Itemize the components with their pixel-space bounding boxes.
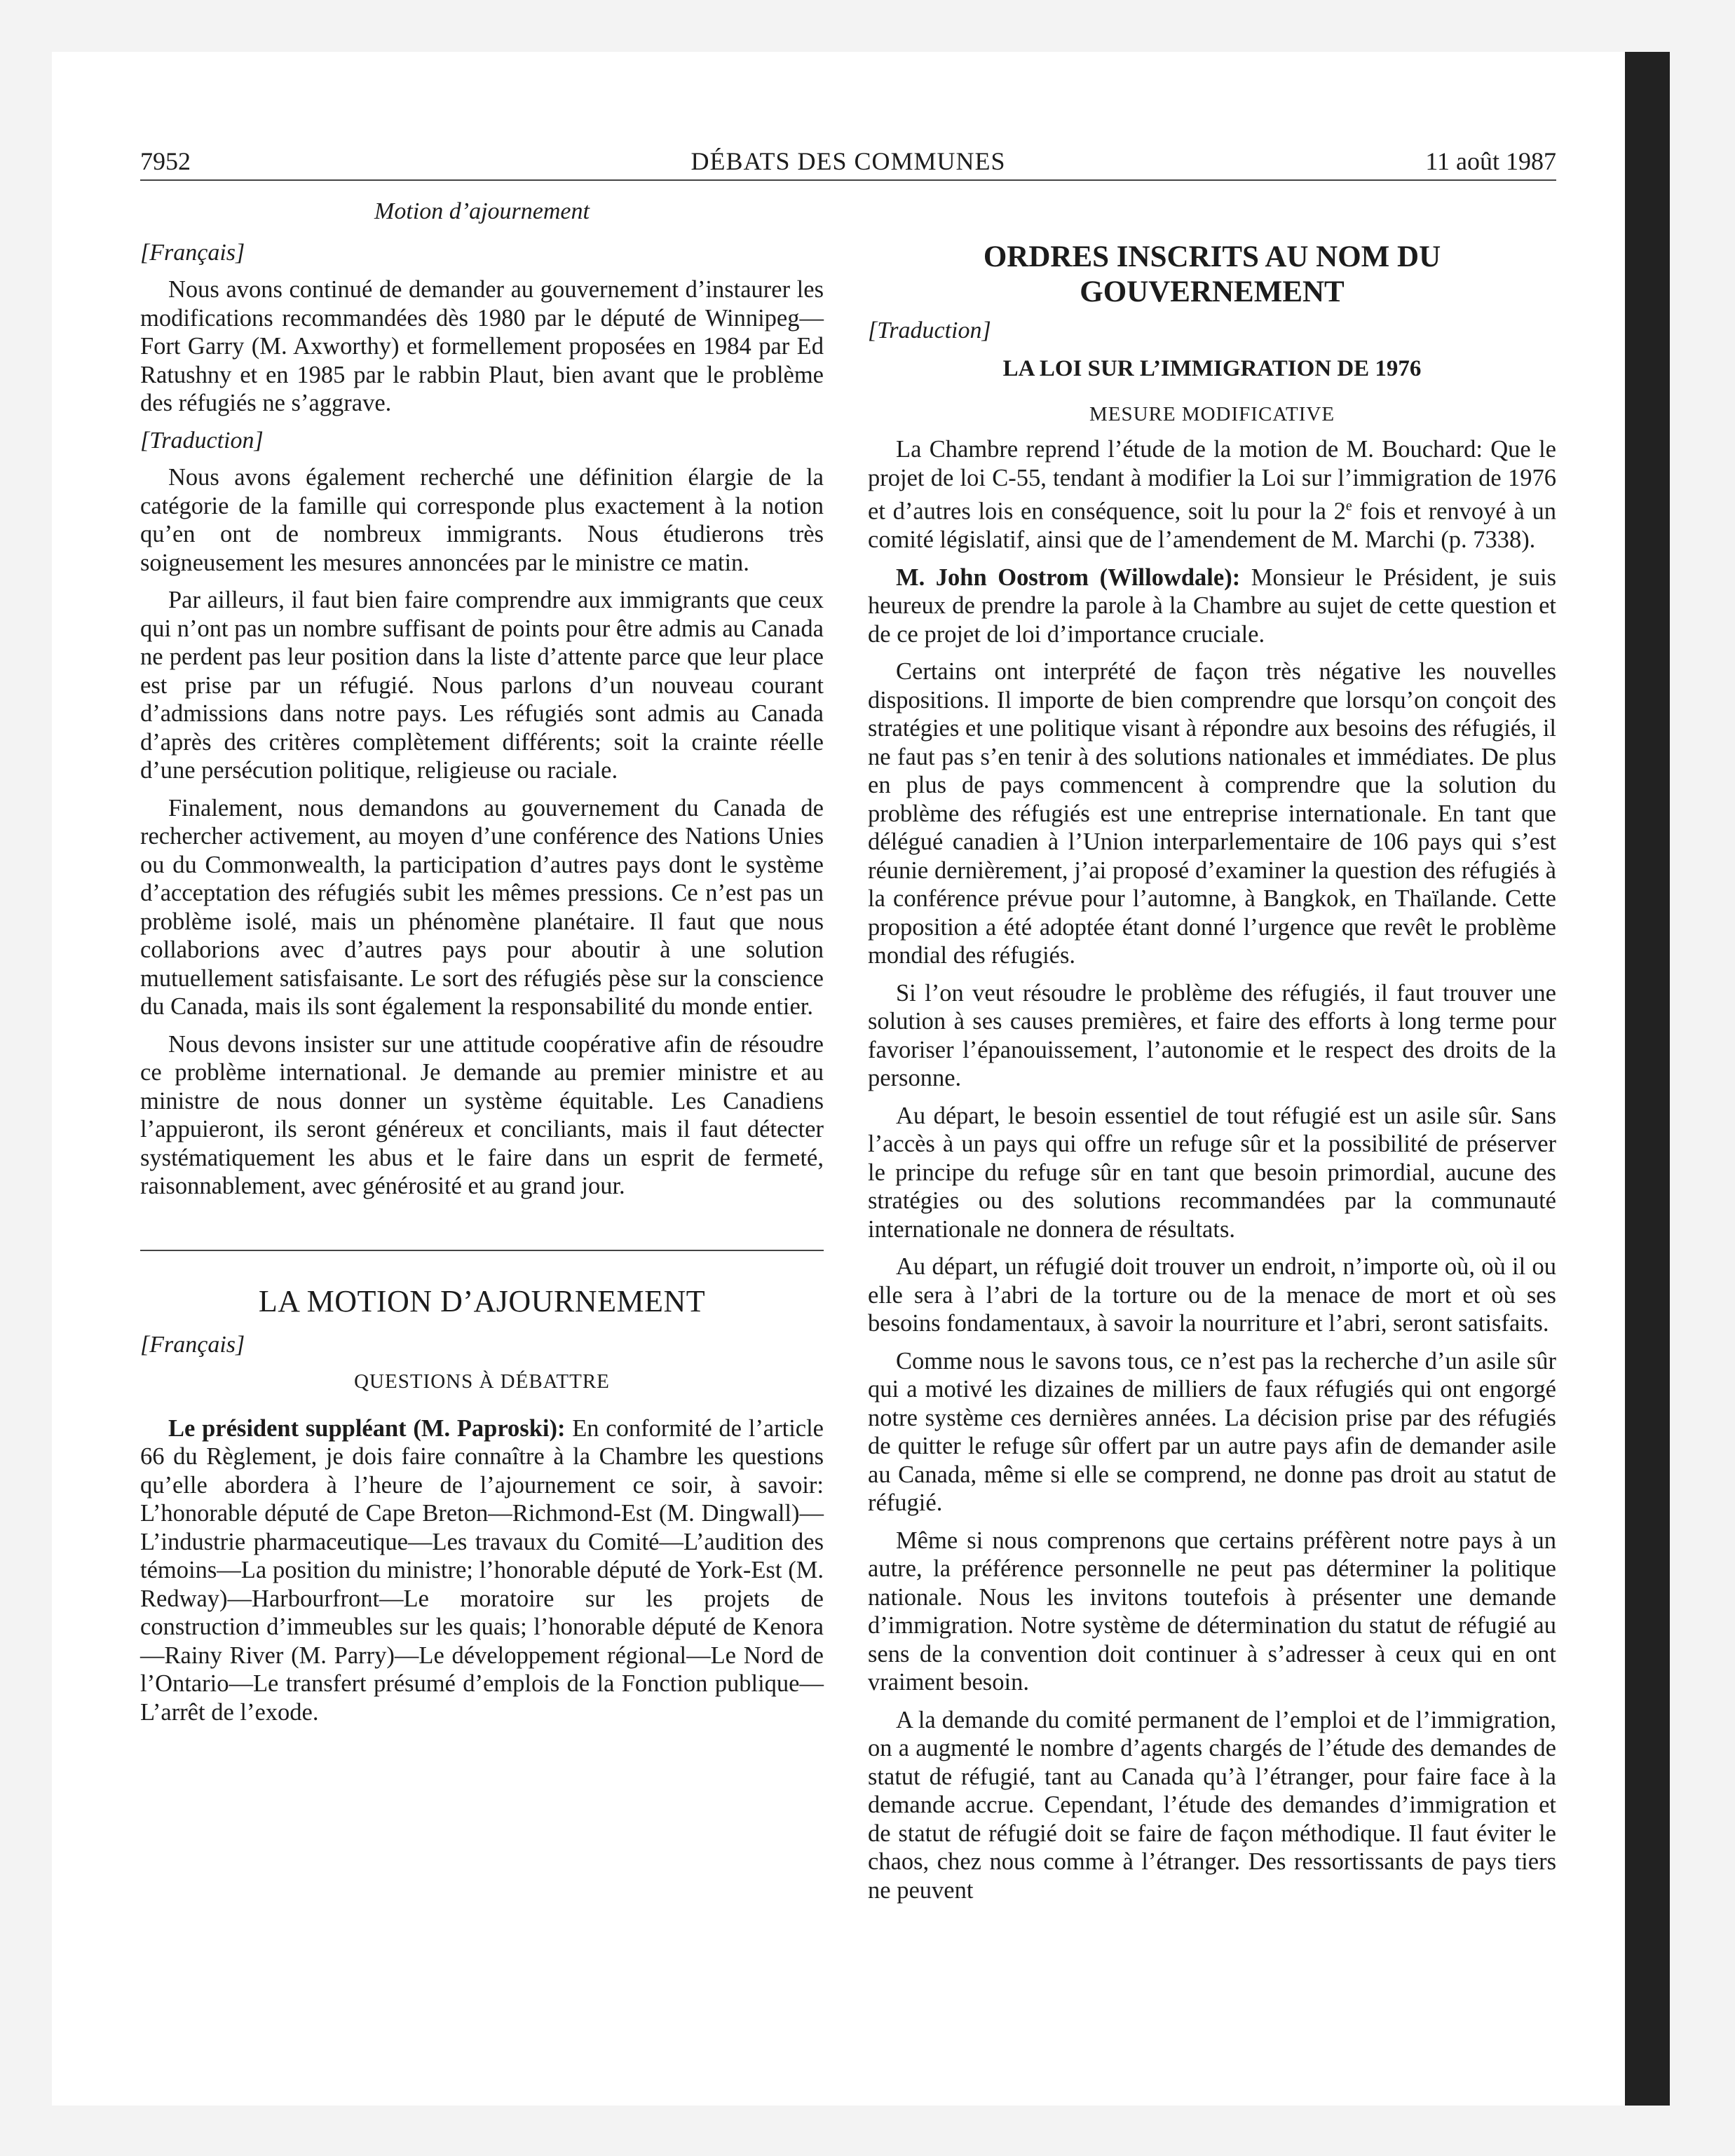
publication-title: DÉBATS DES COMMUNES	[690, 147, 1006, 175]
speech-text: En conformité de l’article 66 du Règlement, je dois faire connaître à la Chambre les questions qu’elle abordera à l’heure de l’ajournement ce soir, à savoir: L’honorable député de Cape Breton—Richmond-Est (M. Dingwall)—L’industrie pharmaceutique—Les travaux du Comité—L’audition des témoins—La position du ministre; l’honorable député de York-Est (M. Redway)—Harbourfront—Le moratoire sur les projets de construction d’immeubles sur les quais; l’honorable député de Kenora—Rainy River (M. Parry)—Le développement régional—Le Nord de l’Ontario—Le transfert présumé d’emplois de la Fonction publique—L’arrêt de l’exode.	[140, 1414, 824, 1726]
right-column	[868, 198, 1556, 1913]
paragraph: Nous devons insister sur une attitude coopérative afin de résoudre ce problème international. Je demande au premier ministre et au ministre de nous donner un système équitable. Les Canadiens l’appuieront, ils seront généreux et conciliants, mais il faut détecter systématiquement les abus et le faire dans un esprit de fermeté, raisonnablement, avec générosité et au grand jour.	[140, 1030, 824, 1199]
speaker-name: M. John Oostrom (Willowdale):	[896, 564, 1241, 591]
running-header	[140, 144, 1556, 181]
measure-heading: MESURE MODIFICATIVE	[1089, 402, 1335, 425]
paragraph	[140, 1414, 824, 1727]
paragraph: Finalement, nous demandons au gouvernement du Canada de rechercher activement, au moyen d’une conférence des Nations Unies ou du Commonwealth, la participation d’autres pays dont le système d’acceptation des réfugiés subit les mêmes pressions. Ce n’est pas un problème isolé, mais un phénomène planétaire. Il faut que nous collaborions avec d’autres pays pour aboutir à une solution mutuellement satisfaisante. Le sort des réfugiés pèse sur la conscience du Canada, mais ils sont également la responsabilité du monde entier.	[140, 794, 824, 1020]
section-divider	[140, 1250, 824, 1251]
paragraph	[868, 564, 1556, 649]
paragraph: Au départ, le besoin essentiel de tout réfugié est un asile sûr. Sans l’accès à un pays qui offre un refuge sûr et la possibilité de préserver le principe du refuge sûr en tant que besoin primordial, aucune des stratégies ou des solutions recommandées par la communauté internationale ne donnera de résultats.	[868, 1102, 1556, 1243]
questions-heading: QUESTIONS À DÉBATTRE	[354, 1370, 610, 1393]
language-tag: [Traduction]	[140, 427, 264, 453]
section-subtitle: Motion d’ajournement	[374, 198, 590, 224]
bill-heading: LA LOI SUR L’IMMIGRATION DE 1976	[1002, 355, 1422, 381]
paragraph: A la demande du comité permanent de l’emploi et de l’immigration, on a augmenté le nombre d’agents chargés de l’étude des demandes de statut de réfugié, tant au Canada qu’à l’étranger, pour faire face à la demande accrue. Cependant, l’étude des demandes d’immigration et de statut de réfugié doit se faire de façon méthodique. Il faut éviter le chaos, chez nous comme à l’étranger. Des ressortissants de pays tiers ne peuvent	[868, 1706, 1556, 1904]
paragraph: Si l’on veut résoudre le problème des réfugiés, il faut trouver une solution à ses causes premières, et faire des efforts à long terme pour favoriser l’épanouissement, l’autonomie et le respect des droits de la personne.	[868, 979, 1556, 1091]
paragraph: Par ailleurs, il faut bien faire comprendre aux immigrants que ceux qui n’ont pas un nombre suffisant de points pour être admis au Canada ne perdent pas leur position dans la liste d’attente parce que leur place est prise par un réfugié. Nous parlons d’un nouveau courant d’admissions dans notre pays. Les réfugiés sont admis au Canada d’après des critères complètement différents; soit la crainte réelle d’une persécution politique, religieuse ou raciale.	[140, 587, 824, 784]
paragraph: Nous avons continué de demander au gouvernement d’instaurer les modifications recommandées dès 1980 par le député de Winnipeg—Fort Garry (M. Axworthy) et formellement proposées en 1984 par Ed Ratushny et en 1985 par le rabbin Plaut, bien avant que le problème des réfugiés ne s’aggrave.	[140, 276, 824, 416]
language-tag: [Traduction]	[868, 318, 991, 343]
header-date: 11 août 1987	[1425, 147, 1556, 175]
text-run: La Chambre reprend l’étude de la motion de M. Bouchard: Que le projet de loi C-55, tendant à modifier la Loi sur l’immigration de 1976 et d’autres lois en conséquence, soit lu pour la 2	[868, 436, 1556, 525]
page-number: 7952	[140, 147, 191, 175]
motion-heading: LA MOTION D’AJOURNEMENT	[258, 1283, 706, 1318]
left-column	[140, 198, 824, 1735]
paragraph: Même si nous comprenons que certains préfèrent notre pays à un autre, la préférence personnelle ne peut pas déterminer la politique nationale. Nous les invitons toutefois à présenter une demande d’immigration. Notre système de détermination du statut de réfugié au sens de la convention doit continuer à s’adresser à ceux qui en ont vraiment besoin.	[868, 1527, 1556, 1696]
language-tag: [Français]	[140, 1331, 245, 1358]
paragraph: Certains ont interprété de façon très négative les nouvelles dispositions. Il importe de bien comprendre que lorsqu’on conçoit des stratégies et une politique visant à répondre aux besoins des réfugiés, il ne faut pas s’en tenir à des solutions nationales et immédiates. De plus en plus de pays commencent à comprendre que la solution du problème des réfugiés est une entreprise internationale. En tant que délégué canadien à l’Union interparlementaire de 106 pays qui s’est réunie dernièrement, j’ai proposé d’examiner la question des réfugiés à la conférence prévue pour l’automne, à Bangkok, en Thaïlande. Cette proposition a été adoptée étant donné l’urgence que revêt le problème mondial des réfugiés.	[868, 658, 1556, 969]
speech-text: Monsieur le Président, je suis heureux de prendre la parole à la Chambre au sujet de cette question et de ce projet de loi d’importance cruciale.	[868, 564, 1556, 648]
orders-heading: ORDRES INSCRITS AU NOM DU GOUVERNEMENT	[983, 240, 1441, 308]
paragraph: Au départ, un réfugié doit trouver un endroit, n’importe où, où il ou elle sera à l’abri de la torture ou de la menace de mort et où ses besoins fondamentaux, à savoir la nourriture et l’abri, seront satisfaits.	[868, 1253, 1556, 1337]
superscript: e	[1345, 498, 1352, 514]
speaker-name: Le président suppléant (M. Paproski):	[168, 1414, 566, 1442]
paragraph: Nous avons également recherché une définition élargie de la catégorie de la famille qui corresponde plus exactement à la notion qu’en ont de nombreux immigrants. Nous étudierons très soigneusement les mesures annoncées par le ministre ce matin.	[140, 464, 824, 576]
scan-edge	[1625, 52, 1670, 2106]
text-run: fois et renvoyé à un comité législatif, ainsi que de l’amendement de M. Marchi (p. 7338).	[868, 498, 1557, 553]
language-tag: [Français]	[140, 239, 245, 266]
paragraph: Comme nous le savons tous, ce n’est pas la recherche d’un asile sûr qui a motivé les dizaines de milliers de faux réfugiés qui ont engorgé notre système ces dernières années. La décision prise par des réfugiés de quitter le refuge sûr offert par un autre pays afin de demander asile au Canada, même si elle se comprend, ne donne pas droit au statut de réfugié.	[868, 1347, 1556, 1516]
paragraph	[868, 435, 1556, 554]
